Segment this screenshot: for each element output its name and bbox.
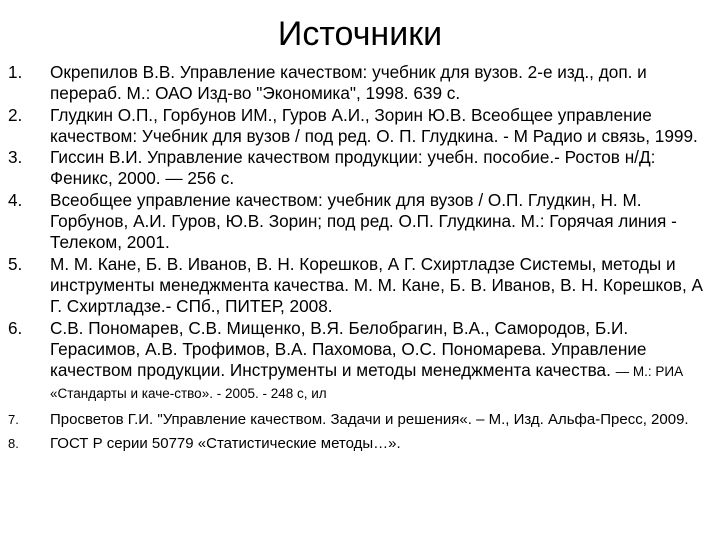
source-text: Глудкин О.П., Горбунов ИМ., Гуров А.И., Зорин Ю.В. Всеобщее управление качеством: Учебник для вузов / под ред. О. П. Глудкина. - М Радио и связь, 1999. [50, 104, 698, 146]
source-item-5 [8, 254, 714, 318]
source-number: 3. [8, 147, 23, 168]
source-text: С.В. Пономарев, С.В. Мищенко, В.Я. Белобрагин, В.А., Самородов, Б.И. Герасимов, А.В. Трофимов, В.А. Пахомова, О.С. Пономарева. Управление качеством продукции. Инструменты и методы менеджмента качества. [50, 317, 647, 381]
source-item-4 [8, 190, 714, 254]
sources-list [8, 62, 714, 453]
source-text: Гиссин В.И. Управление качеством продукции: учебн. пособие.- Ростов н/Д: Феникс, 2000. — 256 с. [50, 147, 656, 189]
source-number: 8. [8, 435, 19, 451]
source-item-1 [8, 62, 714, 105]
source-text: Просветов Г.И. "Управление качеством. Задачи и решения«. – М., Изд. Альфа-Пресс, 2009. [50, 410, 689, 428]
source-number: 1. [8, 62, 23, 82]
source-number: 7. [8, 411, 19, 427]
source-text: Окрепилов В.В. Управление качеством: учебник для вузов. 2-е изд., доп. и перераб. М.: ОАО Изд-во "Экономика", 1998. 639 с. [50, 62, 647, 104]
source-text: М. М. Кане, Б. В. Иванов, В. Н. Корешков, А Г. Схиртладзе Системы, методы и инструменты менеджмента качества. М. М. Кане, Б. В. Иванов, В. Н. Корешков, А Г. Схиртладзе.- СПб., ПИТЕР, 2008. [50, 253, 703, 317]
source-item-2 [8, 105, 714, 148]
source-item-7 [8, 410, 714, 429]
source-text: Всеобщее управление качеством: учебник для вузов / О.П. Глудкин, Н. М. Горбунов, А.И. Гуров, Ю.В. Зорин; под ред. О.П. Глудкина. М.: Горячая линия - Телеком, 2001. [50, 189, 677, 253]
source-item-6 [8, 318, 714, 405]
source-number: 2. [8, 104, 23, 125]
source-number: 4. [8, 189, 23, 210]
source-text: ГОСТ Р серии 50779 «Статистические методы…». [50, 434, 401, 452]
source-item-8 [8, 434, 714, 453]
source-item-3 [8, 147, 714, 190]
slide-title [0, 12, 720, 56]
slide-title-text: Источники [277, 15, 443, 53]
source-number: 5. [8, 253, 23, 274]
source-text-publisher: — М.: РИА «Стандарты и каче-ство». - 2005. - 248 с, ил [50, 364, 684, 402]
source-number: 6. [8, 317, 23, 338]
